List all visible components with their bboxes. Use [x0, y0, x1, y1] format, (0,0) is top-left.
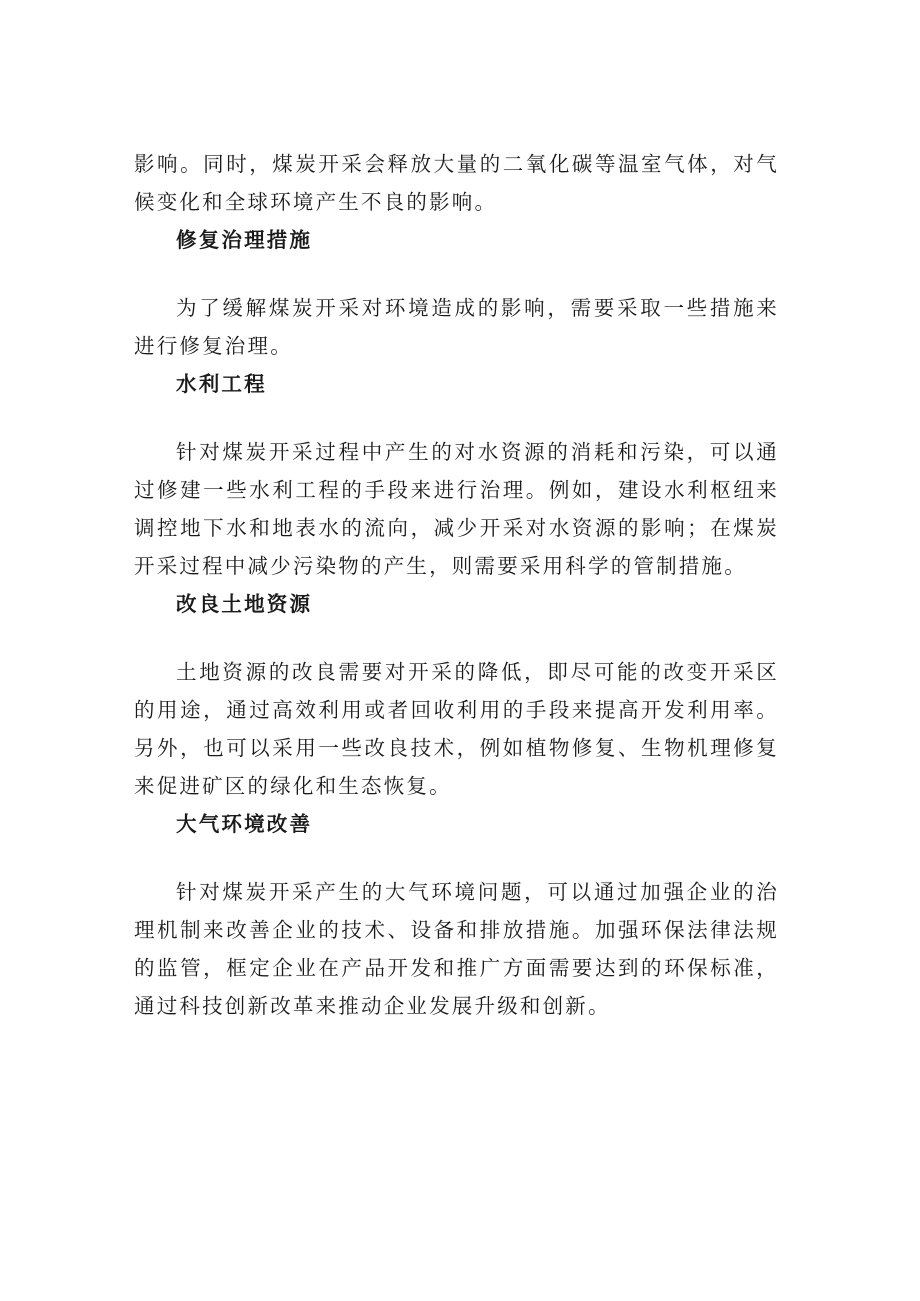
intro-paragraph: 影响。同时，煤炭开采会释放大量的二氧化碳等温室气体，对气候变化和全球环境产生不良的影响。: [134, 152, 779, 214]
section-heading-water-engineering: 水利工程: [176, 372, 267, 396]
document-body: [134, 145, 779, 1025]
section-paragraph-repair-measures: 为了缓解煤炭开采对环境造成的影响，需要采取一些措施来进行修复治理。: [134, 296, 779, 358]
section-paragraph-water-engineering: 针对煤炭开采过程中产生的对水资源的消耗和污染，可以通过修建一些水利工程的手段来进行治理。例如，建设水利枢纽来调控地下水和地表水的流向，减少开采对水资源的影响；在煤炭开采过程中减少污染物的产生，则需要采用科学的管制措施。: [134, 440, 779, 578]
section-heading-land-improvement: 改良土地资源: [176, 592, 313, 616]
section-paragraph-air-improvement: 针对煤炭开采产生的大气环境问题，可以通过加强企业的治理机制来改善企业的技术、设备和排放措施。加强环保法律法规的监管，框定企业在产品开发和推广方面需要达到的环保标准，通过科技创新改革来推动企业发展升级和创新。: [134, 880, 779, 1018]
section-heading-repair-measures: 修复治理措施: [176, 228, 313, 252]
section-paragraph-land-improvement: 土地资源的改良需要对开采的降低，即尽可能的改变开采区的用途，通过高效利用或者回收利用的手段来提高开发利用率。另外，也可以采用一些改良技术，例如植物修复、生物机理修复来促进矿区的绿化和生态恢复。: [134, 660, 779, 798]
section-heading-air-improvement: 大气环境改善: [176, 812, 313, 836]
